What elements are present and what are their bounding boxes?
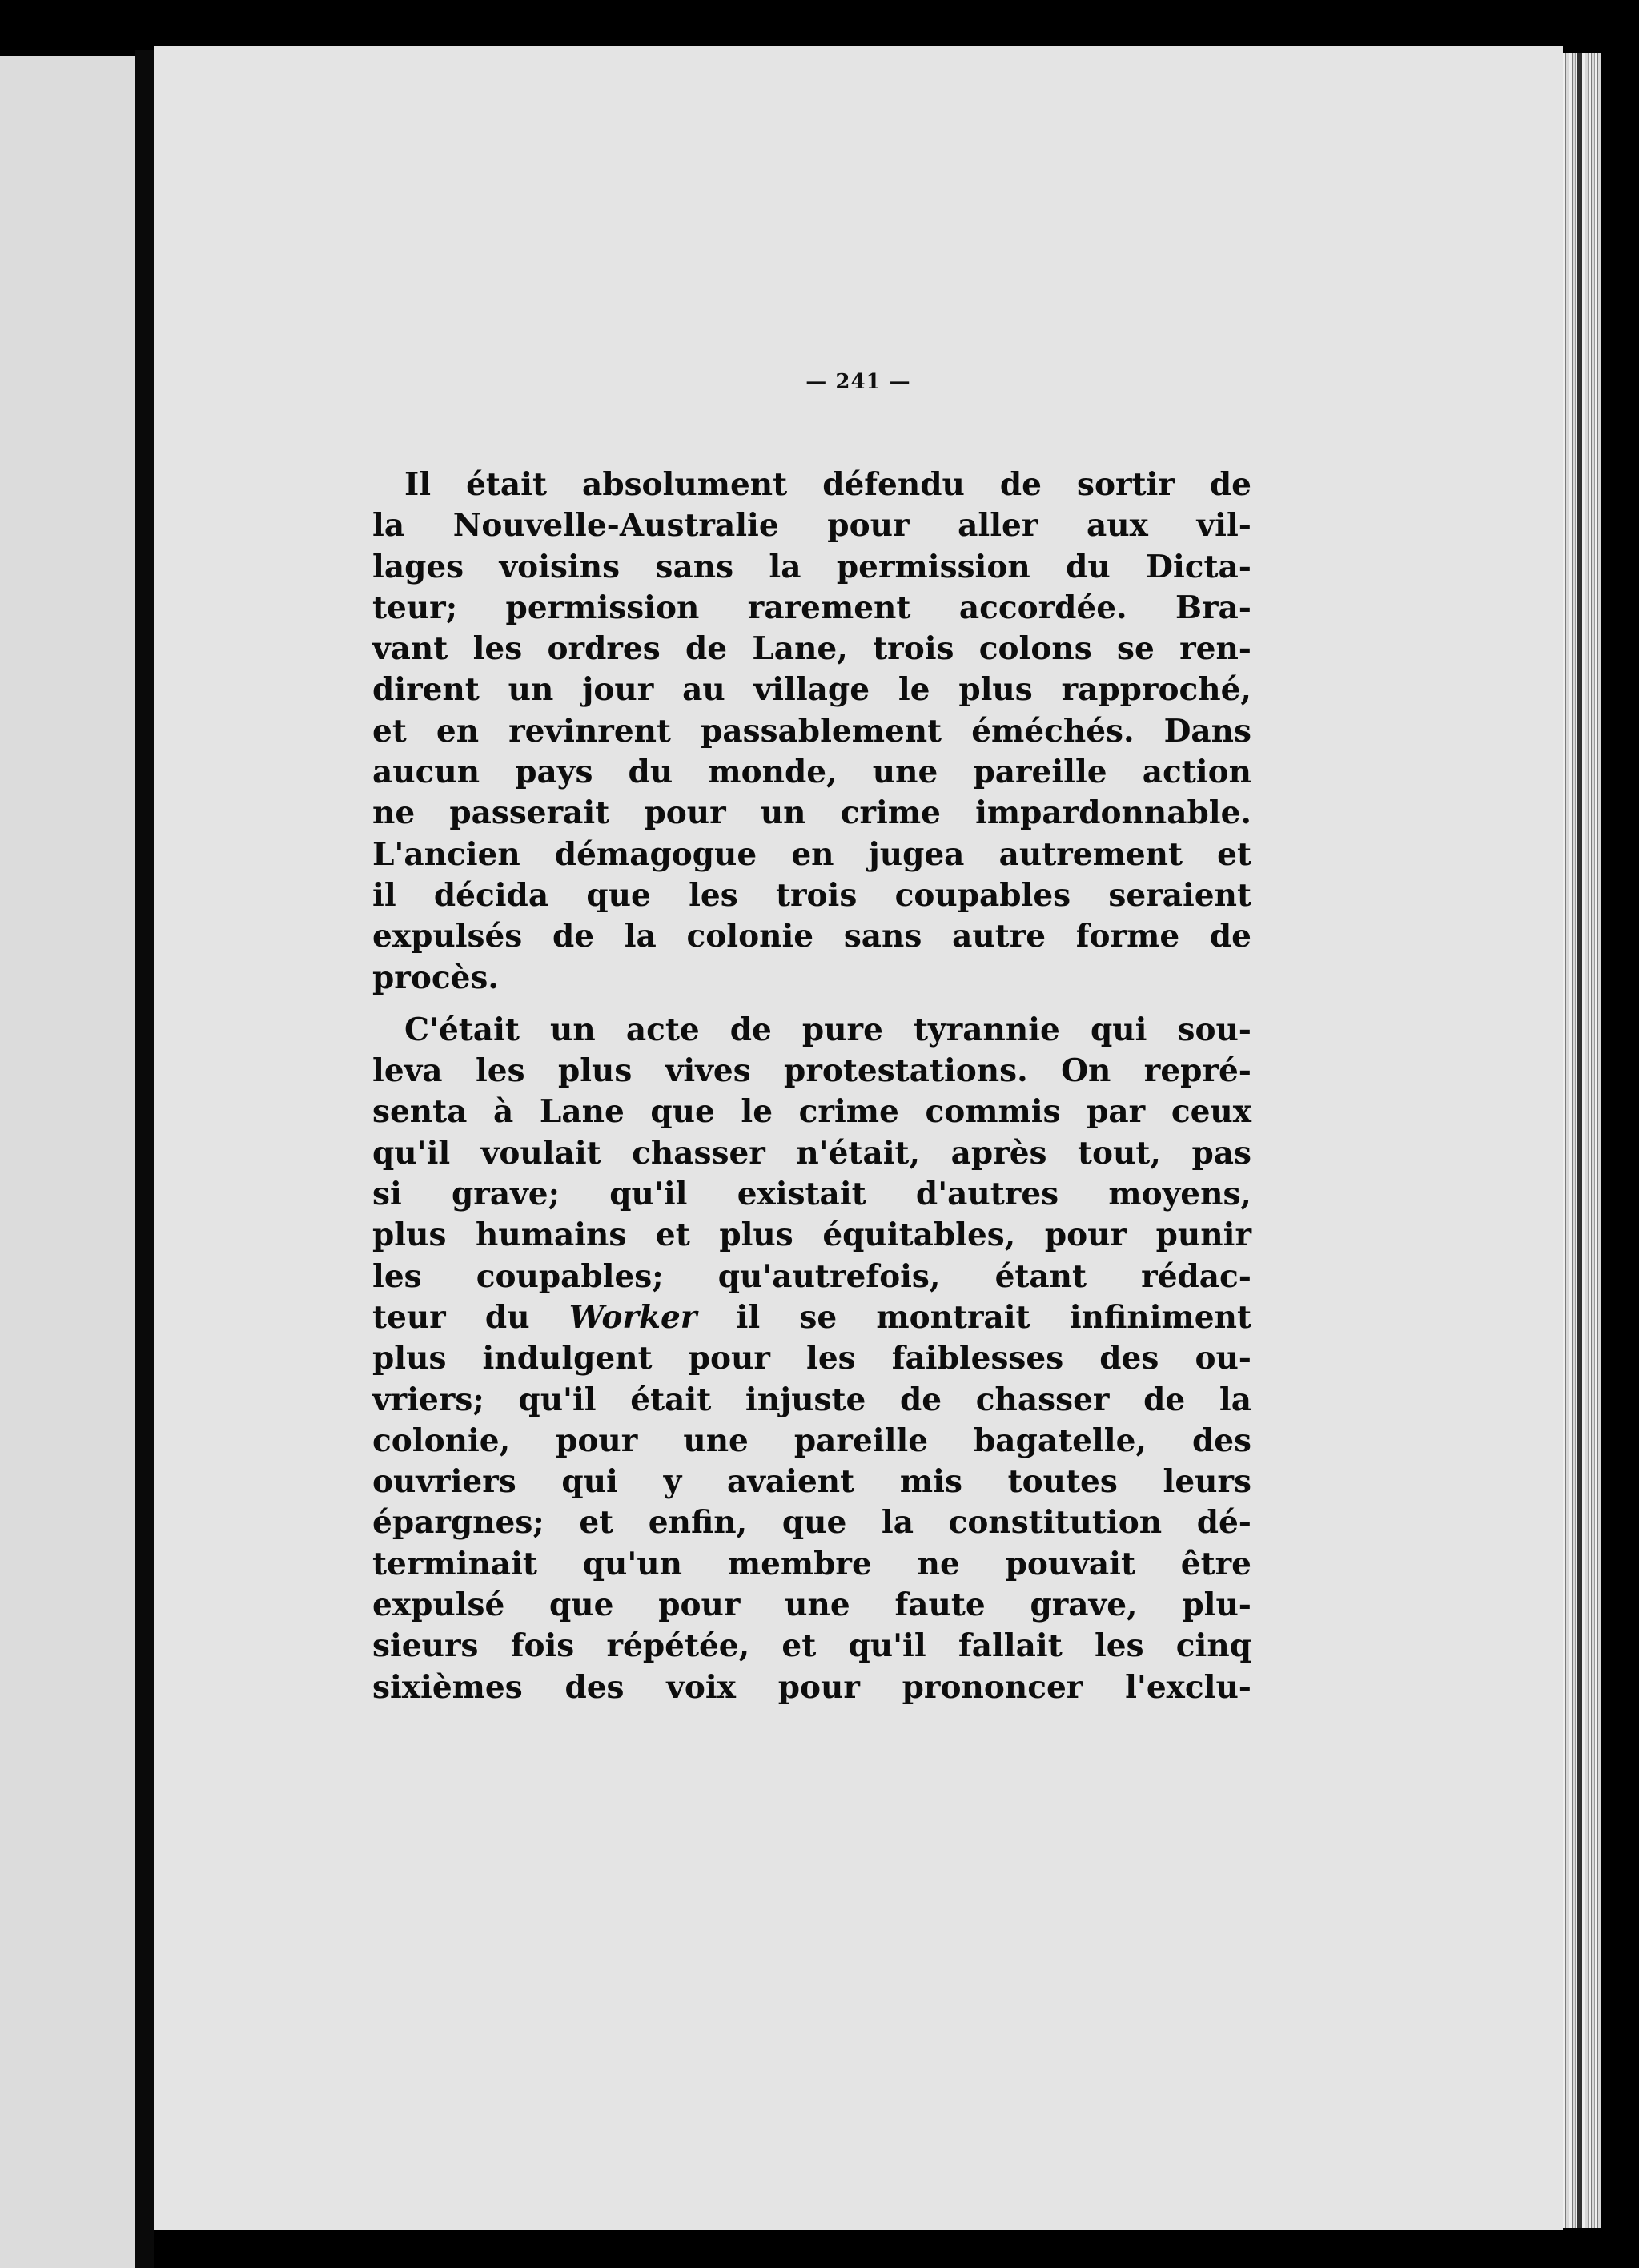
text-line: leva les plus vives protestations. On repré-: [372, 1052, 1251, 1090]
text-line: teur du Worker il se montrait infiniment: [372, 1298, 1251, 1336]
text-line: aucun pays du monde, une pareille action: [372, 754, 1251, 791]
paragraph-2: [340, 1010, 1251, 1708]
text-line: lages voisins sans la permission du Dicta-: [372, 548, 1251, 585]
text-line: sixièmes des voix pour prononcer l'exclu-: [372, 1668, 1251, 1706]
text-line: expulsé que pour une faute grave, plu-: [372, 1586, 1251, 1624]
text-line: plus humains et plus équitables, pour punir: [372, 1216, 1251, 1254]
text-line: il décida que les trois coupables seraient: [372, 876, 1251, 914]
book-gutter: [135, 50, 154, 2268]
paragraph-1: [340, 464, 1251, 999]
text-line: si grave; qu'il existait d'autres moyens,: [372, 1176, 1251, 1213]
text-line: vant les ordres de Lane, trois colons se ren-: [372, 630, 1251, 668]
text-line: les coupables; qu'autrefois, étant rédac-: [372, 1257, 1251, 1295]
text-line: expulsés de la colonie sans autre forme de: [372, 918, 1251, 955]
text-line: épargnes; et enfin, que la constitution dé-: [372, 1504, 1251, 1542]
text-line: teur; permission rarement accordée. Bra-: [372, 589, 1251, 626]
text-line: terminait qu'un membre ne pouvait être: [372, 1545, 1251, 1582]
page-stack-edges: [1563, 53, 1601, 2228]
text-line: et en revinrent passablement éméchés. Dans: [372, 712, 1251, 750]
text-line: senta à Lane que le crime commis par ceux: [372, 1093, 1251, 1131]
page-body: [340, 464, 1251, 1708]
text-line: qu'il voulait chasser n'était, après tout, pas: [372, 1134, 1251, 1172]
text-line: la Nouvelle-Australie pour aller aux vil-: [372, 507, 1251, 545]
text-line: vriers; qu'il était injuste de chasser de la: [372, 1381, 1251, 1418]
page-stack-shadow: [1577, 53, 1582, 2228]
text-line: Il était absolument défendu de sortir de: [404, 466, 1251, 503]
left-page-edge: [0, 56, 135, 2268]
text-line: plus indulgent pour les faiblesses des ou-: [372, 1340, 1251, 1377]
text-line: ne passerait pour un crime impardonnable.: [372, 794, 1251, 832]
book-page: [154, 46, 1563, 2230]
text-line: dirent un jour au village le plus rapproché,: [372, 671, 1251, 709]
text-line: ouvriers qui y avaient mis toutes leurs: [372, 1463, 1251, 1501]
text-line: sieurs fois répétée, et qu'il fallait les cinq: [372, 1627, 1251, 1665]
page-number: — 241 —: [805, 370, 911, 394]
text-line: colonie, pour une pareille bagatelle, des: [372, 1422, 1251, 1459]
text-line: procès.: [372, 959, 499, 996]
text-line: C'était un acte de pure tyrannie qui sou-: [404, 1011, 1251, 1048]
text-line: L'ancien démagogue en jugea autrement et: [372, 835, 1251, 873]
italic-title: Worker: [568, 1298, 697, 1336]
